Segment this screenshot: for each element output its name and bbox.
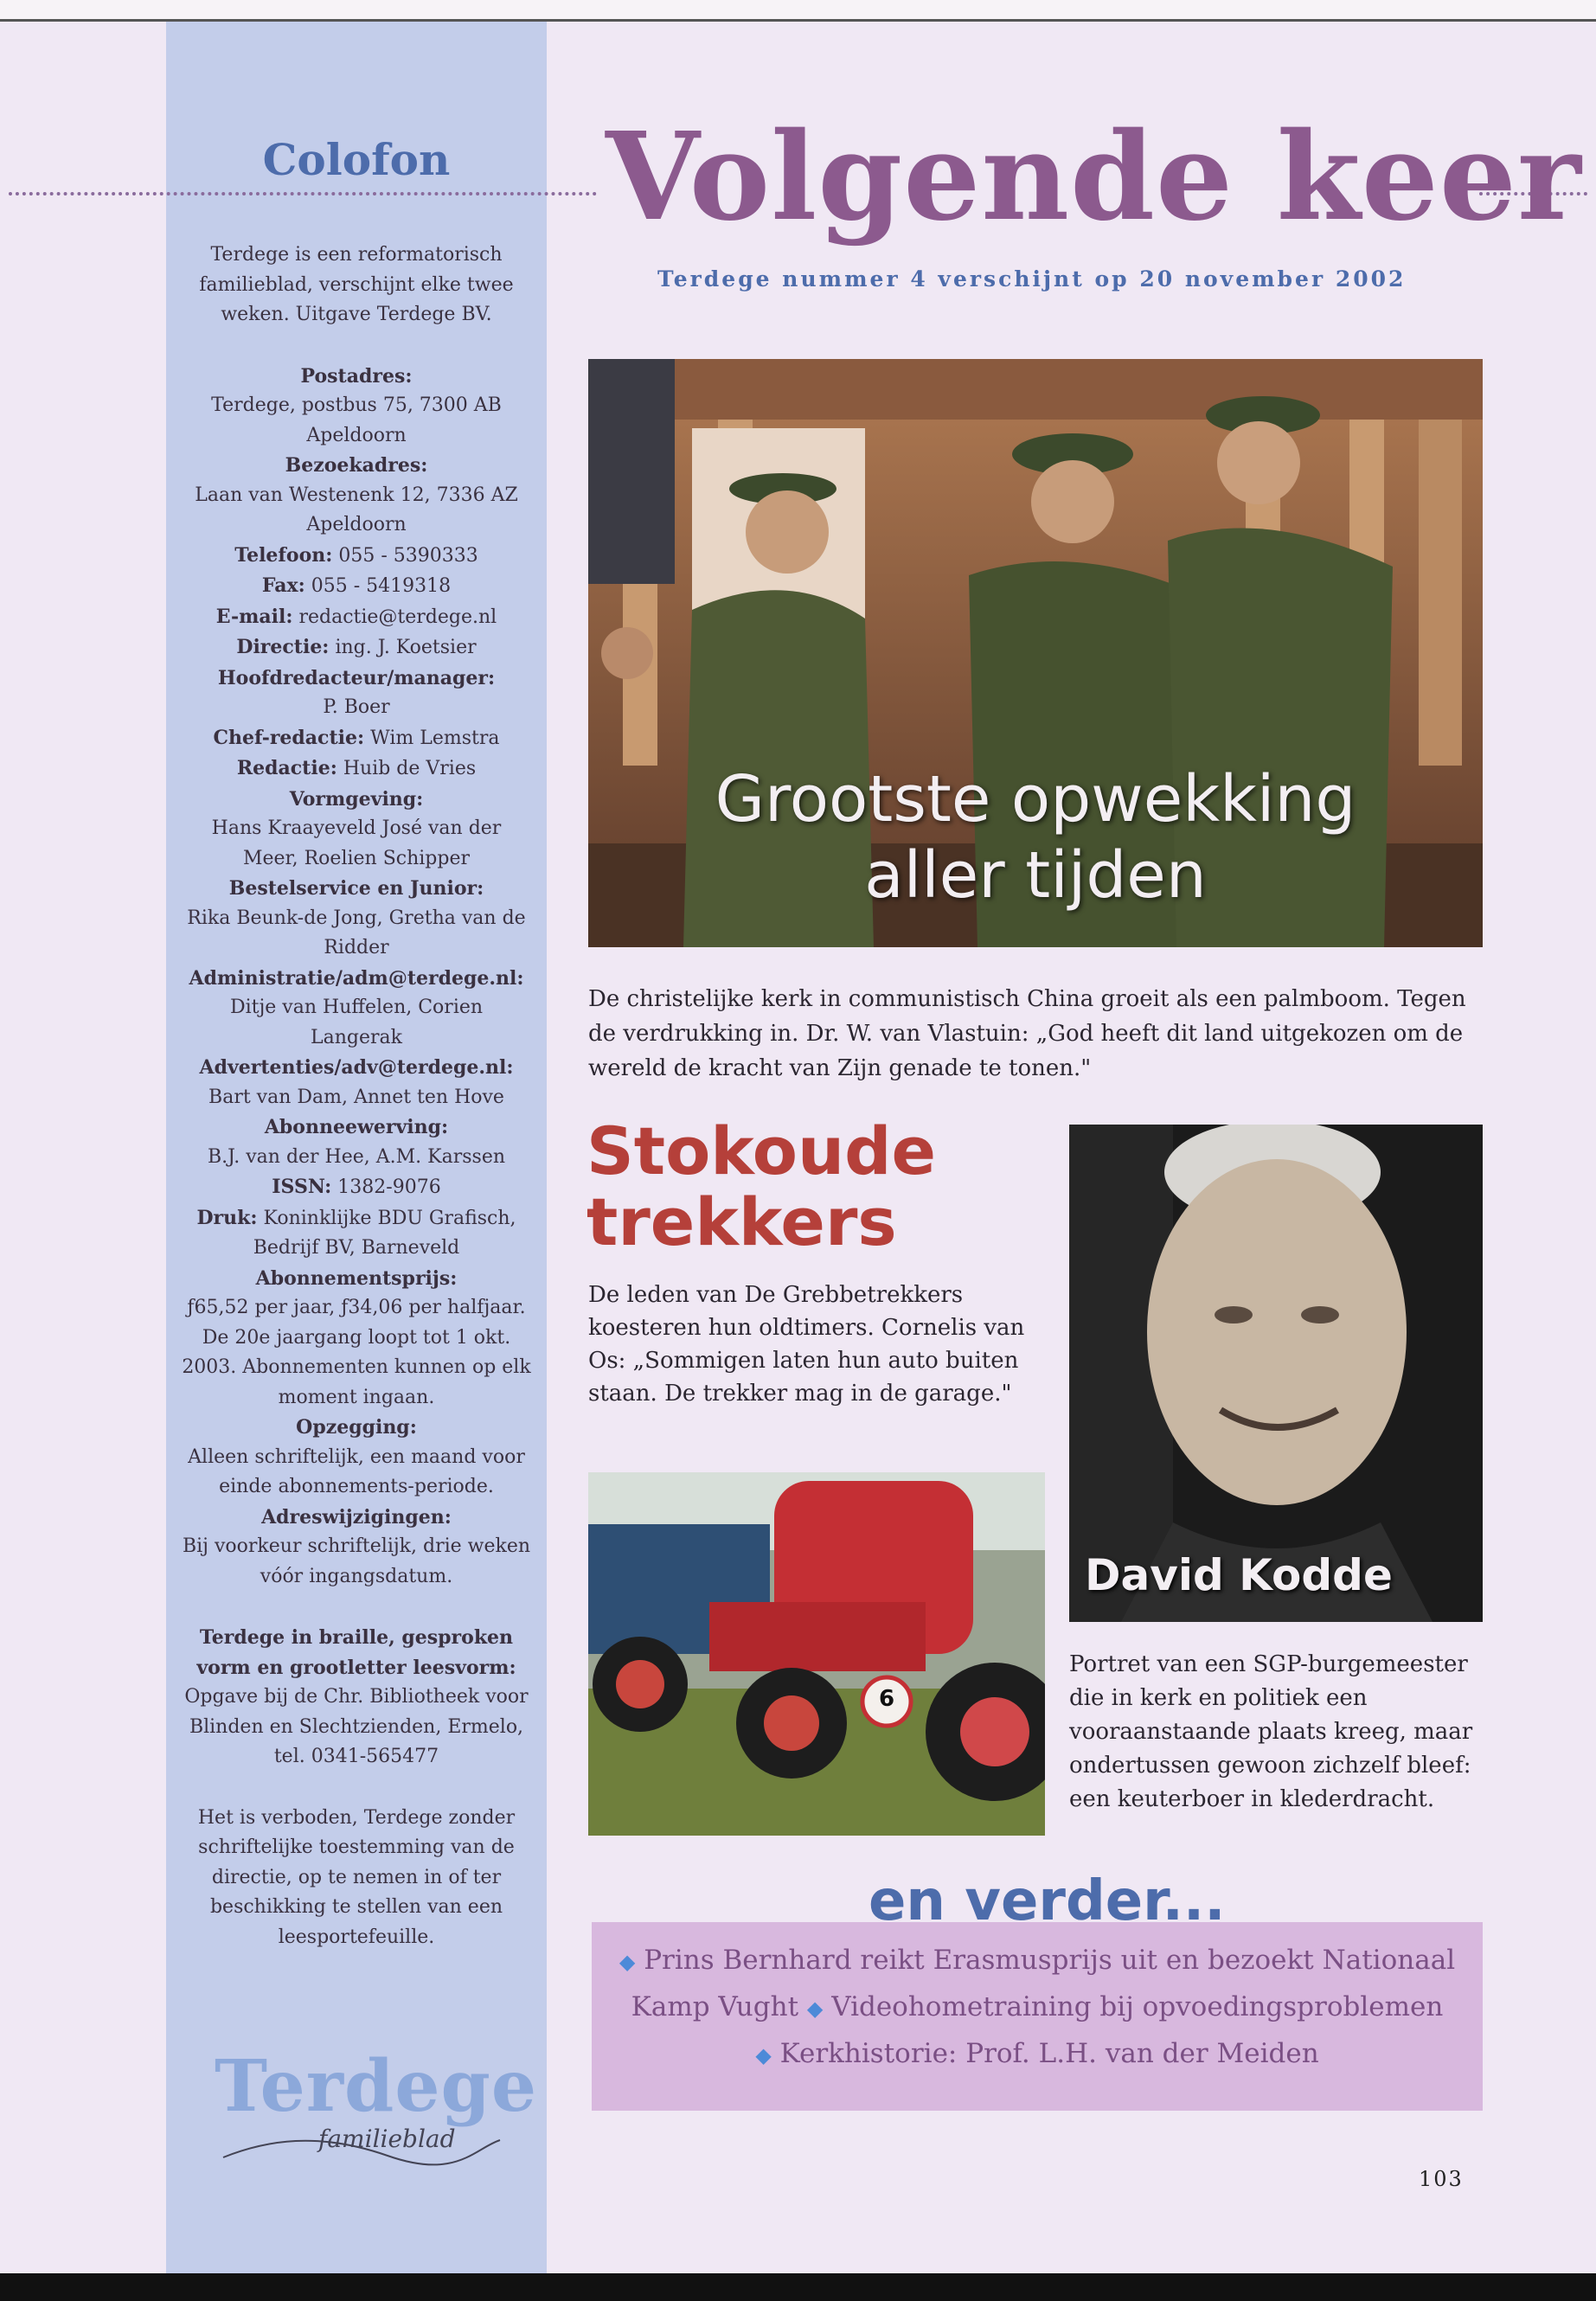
colofon-label: Druk: — [196, 1206, 258, 1229]
colofon-label: Redactie: — [236, 757, 337, 779]
colofon-label: Opzegging: — [296, 1416, 417, 1439]
colofon-value: ing. J. Koetsier — [335, 637, 477, 658]
colofon-label: Vormgeving: — [289, 787, 424, 811]
trekkers-article-title — [586, 1112, 937, 1260]
china-title-line2: aller tijden — [864, 838, 1207, 913]
colofon-label: Abonnementsprijs: — [255, 1266, 458, 1290]
braille-text: Opgave bij de Chr. Bibliotheek voor Blinden en Slechtzienden, Ermelo, tel. 0341-565477 — [184, 1686, 529, 1767]
page-top-border — [0, 0, 1596, 22]
colofon-intro: Terdege is een reformatorisch familieblad, verschijnt elke twee weken. Uitgave Terdege BV. — [199, 244, 514, 325]
colofon-label: Abonneewerving: — [264, 1116, 449, 1138]
trekkers-article-teaser: De leden van De Grebbetrekkers koesteren hun oldtimers. Cornelis van Os: „Sommigen laten hun auto buiten staan. De trekker mag in de garage." — [588, 1282, 1025, 1407]
kodde-name: David Kodde — [1085, 1550, 1393, 1600]
colofon-value: 055 - 5419318 — [311, 575, 452, 597]
colofon-label: Adreswijzigingen: — [261, 1505, 452, 1529]
colofon-value: Terdege, postbus 75, 7300 AB Apeldoorn — [211, 394, 502, 446]
colofon-title: Colofon — [262, 134, 451, 185]
kodde-portrait-illustration — [1069, 1125, 1483, 1622]
colofon-value: Huib de Vries — [343, 758, 477, 779]
china-article-teaser: De christelijke kerk in communistisch China groeit als een palmboom. Tegen de verdrukking in. Dr. W. van Vlastuin: „God heeft dit land uitgekozen om de wereld de kracht van Zijn genade te tonen." — [588, 986, 1466, 1081]
colofon-label: Postadres: — [300, 364, 413, 388]
colofon-label: ISSN: — [272, 1176, 332, 1198]
colofon-value: 055 - 5390333 — [338, 544, 478, 567]
colofon-label: Directie: — [236, 636, 330, 658]
dotted-rule-left — [9, 192, 597, 195]
page-bottom-border — [0, 2273, 1596, 2301]
colofon-value: 1382-9076 — [337, 1176, 441, 1198]
page-subtitle: Terdege nummer 4 verschijnt op 20 november 2002 — [657, 266, 1407, 292]
kodde-portrait-photo — [1069, 1125, 1483, 1622]
colofon-label: Fax: — [261, 574, 305, 597]
en-verder-list — [597, 1938, 1477, 2078]
colofon-value: Ditje van Huffelen, Corien Langerak — [229, 997, 484, 1048]
colofon-value: Wim Lemstra — [370, 727, 500, 749]
kodde-article-teaser: Portret van een SGP-burgemeester die in kerk en politiek een vooraanstaande plaats kreeg, maar ondertussen gewoon zichzelf bleef: een keuterboer in klederdracht. — [1069, 1651, 1473, 1812]
en-verder-item: Videohometraining bij opvoedingsproblemen — [831, 1991, 1444, 2022]
china-photo — [588, 359, 1483, 947]
colofon-label: Administratie/adm@terdege.nl: — [189, 966, 524, 990]
braille-label: Terdege in braille, gesproken vorm en grootletter leesvorm: — [196, 1626, 516, 1679]
colofon-label: Bestelservice en Junior: — [228, 877, 484, 900]
colofon-value: P. Boer — [323, 696, 390, 718]
tractor-photo-illustration — [588, 1472, 1045, 1836]
colofon-label: Chef-redactie: — [213, 726, 365, 749]
page-title: Volgende keer — [606, 106, 1582, 248]
tractor-photo — [588, 1472, 1045, 1836]
trekkers-title-line2: trekkers — [586, 1183, 897, 1260]
diamond-bullet-icon: ◆ — [755, 2043, 772, 2067]
colofon-value: Laan van Westenenk 12, 7336 AZ Apeldoorn — [195, 484, 518, 535]
colofon-text — [182, 240, 531, 1952]
colofon-value: B.J. van der Hee, A.M. Karssen — [207, 1145, 506, 1168]
copyright-notice: Het is verboden, Terdege zonder schriftelijke toestemming van de directie, op te nemen in of ter beschikking te stellen van een leesportefeuille. — [197, 1806, 516, 1948]
china-article-title — [588, 761, 1483, 913]
colofon-label: Hoofdredacteur/manager: — [217, 666, 496, 689]
china-title-line1: Grootste opwekking — [715, 762, 1356, 836]
colofon-label: Telefoon: — [234, 543, 333, 567]
colofon-value: Alleen schriftelijk, een maand voor einde abonnements-periode. — [188, 1445, 525, 1497]
colofon-label: E-mail: — [215, 605, 293, 628]
logo-wordmark: Terdege — [215, 2045, 537, 2128]
colofon-value: Koninklijke BDU Grafisch, Bedrijf BV, Barneveld — [253, 1207, 516, 1259]
trekkers-title-line1: Stokoude — [586, 1112, 937, 1189]
colofon-value: Rika Beunk-de Jong, Gretha van de Ridder — [187, 907, 526, 958]
colofon-value: Bij voorkeur schriftelijk, drie weken vóór ingangsdatum. — [182, 1535, 531, 1587]
colofon-value: Hans Kraayeveld José van der Meer, Roelien Schipper — [211, 817, 502, 869]
en-verder-title: en verder... — [869, 1869, 1226, 1933]
colofon-value: Bart van Dam, Annet ten Hove — [208, 1086, 504, 1108]
terdege-logo — [215, 2045, 537, 2166]
diamond-bullet-icon: ◆ — [619, 1950, 636, 1974]
colofon-label: Advertenties/adv@terdege.nl: — [199, 1056, 514, 1079]
diamond-bullet-icon: ◆ — [806, 1997, 824, 2021]
tractor-number-plate: 6 — [878, 1686, 895, 1712]
colofon-label: Bezoekadres: — [285, 454, 428, 477]
en-verder-item: Kerkhistorie: Prof. L.H. van der Meiden — [779, 2038, 1319, 2069]
colofon-value: ƒ65,52 per jaar, ƒ34,06 per halfjaar. De 20e jaargang loopt tot 1 okt. 2003. Abonnementen kunnen op elk moment ingaan. — [182, 1297, 531, 1408]
colofon-email[interactable]: redactie@terdege.nl — [298, 606, 497, 628]
page-number: 103 — [1419, 2167, 1464, 2191]
en-verder-item: Prins Bernhard reikt Erasmusprijs uit en bezoekt Nationaal Kamp Vught — [631, 1945, 1456, 2022]
logo-subtitle: familieblad — [318, 2125, 456, 2153]
